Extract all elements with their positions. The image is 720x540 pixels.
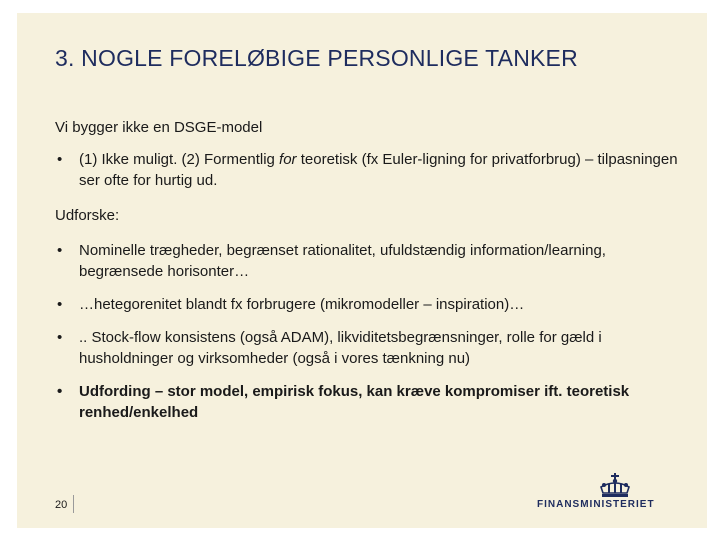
bullet-text: Udfording – stor model, empirisk fokus, kan kræve kompromiser ift. teoretisk renhed/enkelhed	[79, 383, 630, 421]
bullet-text: Nominelle trægheder, begrænset rationalitet, ufuldstændig information/learning, begrænsede horisonter…	[79, 242, 606, 280]
slide-body	[55, 117, 685, 423]
bullet-text-italic: for	[279, 151, 297, 168]
bullet-symbol: •	[57, 242, 63, 259]
bullet-symbol: •	[57, 383, 63, 400]
bullet-item	[55, 149, 685, 191]
bullet-symbol: •	[57, 151, 63, 168]
finansministeriet-logo	[537, 473, 687, 517]
page-number-divider	[73, 495, 74, 513]
bullet-item	[55, 327, 685, 369]
logo-text: FINANSMINISTERIET	[537, 499, 655, 510]
section-heading: Udforske:	[55, 207, 120, 224]
bullet-text: …hetegorenitet blandt fx forbrugere (mikromodeller – inspiration)…	[79, 296, 525, 313]
bullet-item	[55, 381, 685, 423]
slide	[17, 13, 707, 528]
slide-title: 3. NOGLE FORELØBIGE PERSONLIGE TANKER	[55, 45, 578, 71]
bullet-symbol: •	[57, 296, 63, 313]
bullet-item	[55, 240, 685, 282]
bullet-text: .. Stock-flow konsistens (også ADAM), likviditetsbegrænsninger, rolle for gæld i husholdninger og virksomheder (også i vores tænkning nu)	[79, 329, 602, 367]
section-heading: Vi bygger ikke en DSGE-model	[55, 119, 263, 136]
bullet-symbol: •	[57, 329, 63, 346]
bullet-text-suffix: teoretisk (fx Euler-ligning for privatforbrug) – tilpasningen ser ofte for hurtig ud.	[79, 151, 678, 189]
bullet-item	[55, 294, 685, 315]
crown-icon	[595, 473, 635, 499]
bullet-text-prefix: (1) Ikke muligt. (2) Formentlig	[79, 151, 280, 168]
page-number: 20	[55, 499, 68, 511]
